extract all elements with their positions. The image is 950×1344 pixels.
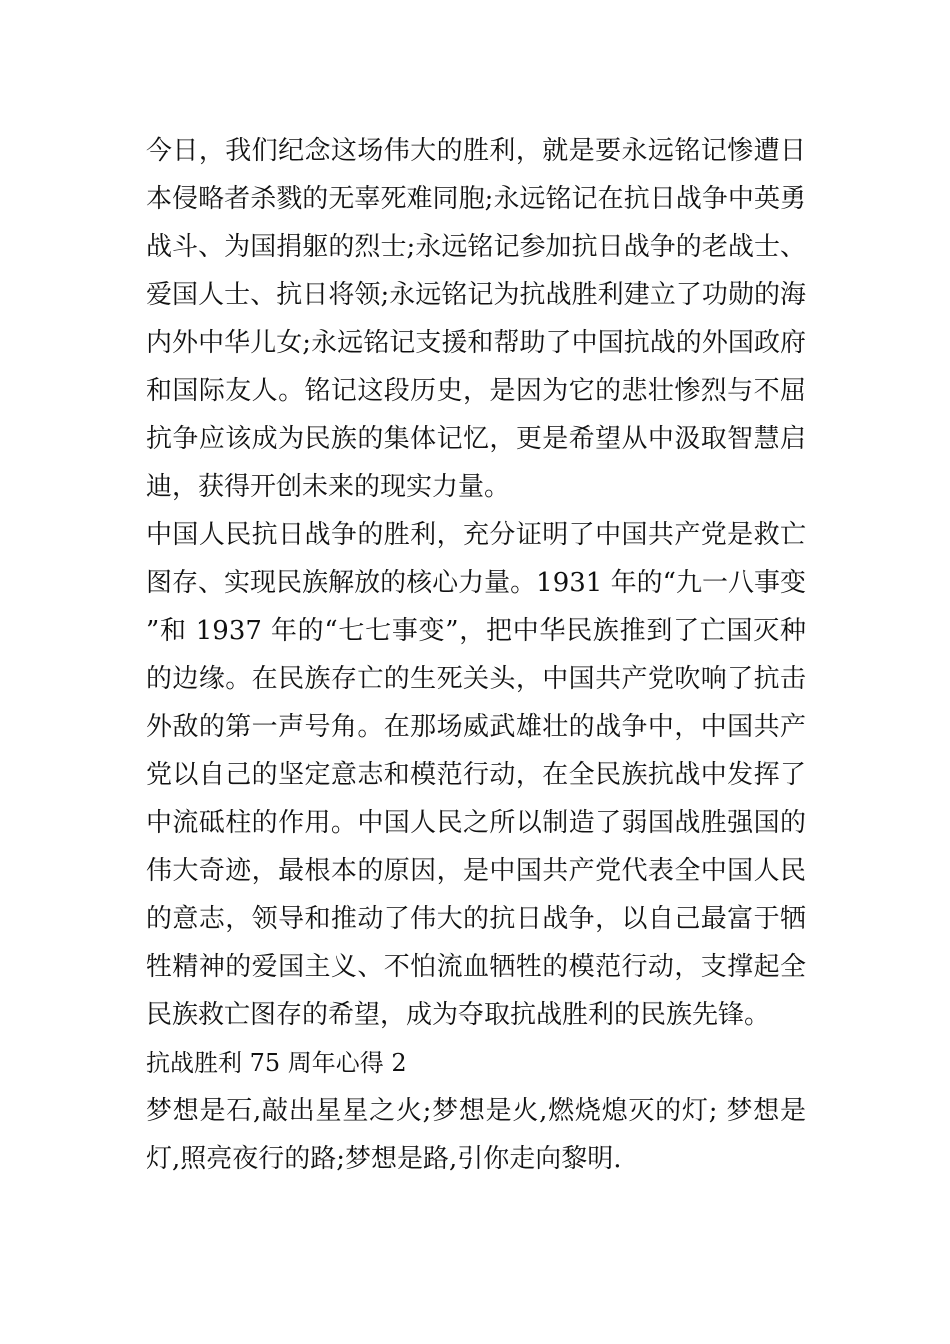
- paragraph-party-role: 中国人民抗日战争的胜利，充分证明了中国共产党是救亡图存、实现民族解放的核心力量。1931 年的“九一八事变”和 1937 年的“七七事变”，把中华民族推到了亡国灭种的边缘。在民族存亡的生死关头，中国共产党吹响了抗击外敌的第一声号角。在那场威武雄壮的战争中，中国共产党以自己的坚定意志和模范行动，在全民族抗战中发挥了中流砥柱的作用。中国人民之所以制造了弱国战胜强国的伟大奇迹，最根本的原因，是中国共产党代表全中国人民的意志，领导和推动了伟大的抗日战争，以自己最富于牺牲精神的爱国主义、不怕流血牺牲的模范行动，支撑起全民族救亡图存的希望，成为夺取抗战胜利的民族先锋。: [146, 520, 806, 1030]
- section-heading: 抗战胜利 75 周年心得 2: [146, 1049, 407, 1077]
- paragraph-dream: 梦想是石,敲出星星之火;梦想是火,燃烧熄灭的灯; 梦想是灯,照亮夜行的路;梦想是路,引你走向黎明.: [146, 1096, 806, 1174]
- paragraph-remembrance: 今日，我们纪念这场伟大的胜利，就是要永远铭记惨遭日本侵略者杀戮的无辜死难同胞;永远铭记在抗日战争中英勇战斗、为国捐躯的烈士;永远铭记参加抗日战争的老战士、爱国人士、抗日将领;永远铭记为抗战胜利建立了功勋的海内外中华儿女;永远铭记支援和帮助了中国抗战的外国政府和国际友人。铭记这段历史，是因为它的悲壮惨烈与不屈抗争应该成为民族的集体记忆，更是希望从中汲取智慧启迪，获得开创未来的现实力量。: [146, 136, 806, 502]
- document-body: [146, 127, 806, 1183]
